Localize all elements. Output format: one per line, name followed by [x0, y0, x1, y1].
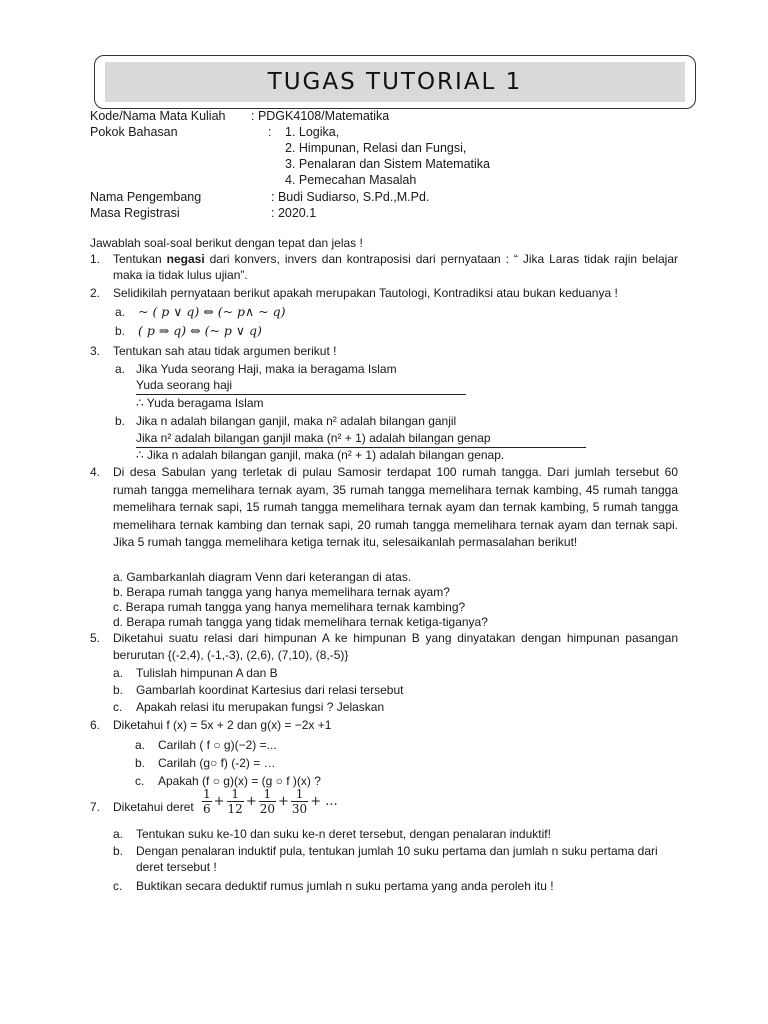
series-fraction: $\frac{1}{20}$ [259, 787, 276, 816]
logic-expression-a: ~ ( p ∨ q) ⇔ (~ p∧ ~ q) [138, 304, 286, 319]
registration-value: : 2020.1 [271, 206, 317, 220]
sub-question: a. Gambarkanlah diagram Venn dari keterangan di atas. [113, 570, 412, 584]
topic-item: 2. Himpunan, Relasi dan Fungsi, [285, 141, 467, 155]
question-number: 7. [90, 800, 101, 814]
course-label: Kode/Nama Mata Kuliah [90, 109, 226, 123]
developer-value: : Budi Sudiarso, S.Pd.,M.Pd. [271, 190, 430, 204]
option-label: a. [113, 666, 124, 680]
option-label: b. [113, 683, 124, 697]
plus-sign: + [213, 794, 225, 809]
page-title: TUGAS TUTORIAL 1 [267, 69, 523, 95]
argument-premise: Jika Yuda seorang Haji, maka ia beragama Islam [136, 362, 397, 376]
topic-item: 1. Logika, [285, 125, 340, 139]
sub-question: Dengan penalaran induktif pula, tentukan jumlah 10 suku pertama dan jumlah n suku pertama dari deret tersebut ! [136, 844, 658, 874]
sub-question: b. Berapa rumah tangga yang hanya memelihara ternak ayam? [113, 585, 450, 599]
question-2-text: Selidikilah pernyataan berikut apakah merupakan Tautologi, Kontradiksi atau bukan keduanya ! [113, 286, 618, 300]
option-label: b. [115, 324, 126, 338]
option-label: b. [135, 756, 146, 770]
question-5-text: Diketahui suatu relasi dari himpunan A ke himpunan B yang dinyatakan dengan himpunan pasangan berurutan {(-2,4), (-1,-3), (2,6), (7,10), (8,-5)} [113, 631, 678, 662]
plus-sign: + [278, 794, 289, 809]
course-value: : PDGK4108/Matematika [251, 109, 390, 123]
option-label: b. [113, 844, 124, 858]
option-label: b. [115, 414, 126, 428]
sub-question: Carilah ( f ○ g)(−2) =... [158, 738, 277, 752]
option-label: a. [135, 738, 146, 752]
plus-sign: + [245, 794, 257, 809]
instructions: Jawablah soal-soal berikut dengan tepat dan jelas ! [90, 236, 363, 250]
sub-question: Gambarlah koordinat Kartesius dari relasi tersebut [136, 683, 404, 697]
registration-label: Masa Registrasi [90, 206, 180, 220]
title-box [94, 55, 696, 109]
question-7-text: Diketahui deret [113, 800, 194, 814]
argument-conclusion: ∴ Yuda beragama Islam [136, 396, 264, 410]
option-label: c. [135, 774, 145, 788]
question-1-text: Tentukan negasi dari konvers, invers dan kontraposisi dari pernyataan : “ Jika Laras tidak rajin belajar maka ia tidak lulus ujian”. [113, 252, 678, 282]
option-label: a. [115, 305, 126, 319]
topic-item: 4. Pemecahan Masalah [285, 173, 417, 187]
option-label: c. [113, 879, 123, 893]
question-number: 2. [90, 286, 101, 300]
argument-premise: Jika n adalah bilangan ganjil, maka n² adalah bilangan ganjil [136, 414, 457, 428]
series-fraction: $\frac{1}{6}$ [203, 787, 211, 816]
sub-question: Apakah (f ○ g)(x) = (g ○ f )(x) ? [158, 774, 321, 788]
sub-question: Tulislah himpunan A dan B [136, 666, 278, 680]
title-banner [105, 62, 685, 102]
question-number: 1. [90, 252, 101, 266]
question-4-text: Di desa Sabulan yang terletak di pulau Samosir terdapat 100 rumah tangga. Dari jumlah tersebut 60 rumah tangga memelihara ternak ayam, 35 rumah tangga memelihara ternak kambing, 45 rumah tangga memelihara ternak sapi, 15 rumah tangga memelihara ternak ayam dan ternak kambing, 5 rumah tangga memelihara ternak kambing dan ternak sapi, 20 rumah tangga memelihara ternak ayam dan ternak sapi. Jika 5 rumah tangga memelihara ketiga ternak itu, selesaikanlah permasalahan berikut! [113, 465, 678, 550]
series-expression [202, 787, 340, 816]
topic-colon: : [268, 125, 272, 139]
question-number: 3. [90, 344, 101, 358]
series-fraction: $\frac{1}{30}$ [291, 787, 308, 816]
question-number: 5. [90, 631, 101, 645]
sub-question: Tentukan suku ke-10 dan suku ke-n deret tersebut, dengan penalaran induktif! [136, 827, 551, 841]
argument-premise: Yuda seorang haji [136, 378, 233, 392]
sub-question: d. Berapa rumah tangga yang tidak memelihara ternak ketiga-tiganya? [113, 615, 488, 629]
developer-label: Nama Pengembang [90, 190, 202, 204]
logic-expression-b: ( p ⇒ q) ⇔ (~ p ∨ q) [138, 323, 262, 338]
topic-label: Pokok Bahasan [90, 125, 178, 139]
option-label: a. [113, 827, 124, 841]
argument-premise: Jika n² adalah bilangan ganjil maka (n² + 1) adalah bilangan genap [136, 431, 491, 445]
sub-question: Apakah relasi itu merupakan fungsi ? Jelaskan [136, 700, 385, 714]
question-6-text: Diketahui f (x) = 5x + 2 dan g(x) = −2x +1 [113, 718, 332, 732]
series-tail: + ... [310, 794, 338, 809]
series-fraction: $\frac{1}{12}$ [227, 787, 243, 816]
sub-question: Carilah (g○ f) (-2) = … [158, 756, 276, 770]
question-3-text: Tentukan sah atau tidak argumen berikut ! [113, 344, 337, 358]
question-number: 4. [90, 465, 101, 479]
option-label: a. [115, 362, 126, 376]
sub-question: c. Berapa rumah tangga yang hanya memelihara ternak kambing? [113, 600, 466, 614]
question-number: 6. [90, 718, 101, 732]
option-label: c. [113, 700, 123, 714]
argument-conclusion: ∴ Jika n adalah bilangan ganjil, maka (n² + 1) adalah bilangan genap. [136, 448, 505, 462]
sub-question: Buktikan secara deduktif rumus jumlah n suku pertama yang anda peroleh itu ! [136, 879, 554, 893]
topic-item: 3. Penalaran dan Sistem Matematika [285, 157, 490, 171]
